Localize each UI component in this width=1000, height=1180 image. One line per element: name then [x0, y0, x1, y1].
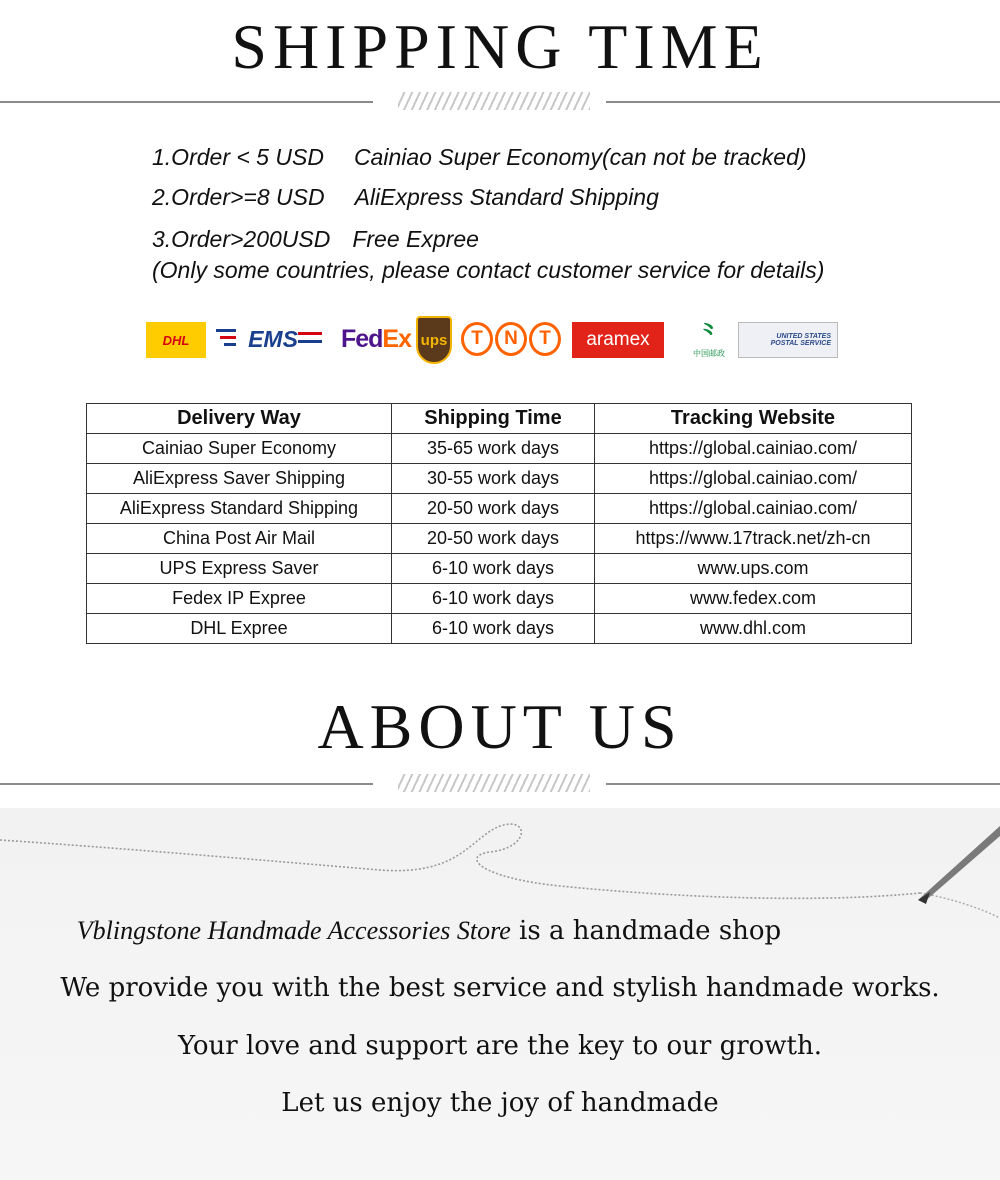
about-line-1 [0, 916, 1000, 946]
shipping-table [86, 403, 912, 644]
about-line-2: We provide you with the best service and stylish handmade works. [60, 973, 940, 1003]
table-cell: China Post Air Mail [87, 524, 392, 554]
store-name: Vblingstone Handmade Accessories Store [76, 916, 511, 945]
shipping-note: (Only some countries, please contact customer service for details) [152, 257, 825, 283]
about-panel [0, 808, 1000, 1180]
about-title: ABOUT US [317, 691, 683, 762]
aramex-logo: aramex [572, 322, 664, 358]
shipping-divider [0, 92, 1000, 112]
table-cell: www.dhl.com [595, 614, 912, 644]
rule-condition: 2.Order>=8 USD [152, 184, 325, 210]
column-header: Shipping Time [392, 404, 595, 434]
table-row [87, 464, 912, 494]
about-line-1-rest: is a handmade shop [510, 916, 782, 946]
shipping-title: SHIPPING TIME [231, 11, 769, 82]
fedex-logo: Fed Ex [340, 324, 412, 353]
table-row [87, 494, 912, 524]
table-cell: https://global.cainiao.com/ [595, 494, 912, 524]
table-cell: Cainiao Super Economy [87, 434, 392, 464]
table-cell: https://global.cainiao.com/ [595, 434, 912, 464]
rule-condition: 1.Order < 5 USD [152, 144, 324, 170]
carrier-logos [144, 316, 844, 366]
ems-logo: EMS [216, 324, 322, 354]
table-row [87, 524, 912, 554]
usps-logo: UNITED STATES POSTAL SERVICE [738, 322, 838, 358]
about-divider [0, 774, 1000, 794]
china-post-logo: ⺀ 中国邮政 [693, 320, 725, 358]
table-cell: 6-10 work days [392, 554, 595, 584]
column-header: Tracking Website [595, 404, 912, 434]
column-header: Delivery Way [87, 404, 392, 434]
shipping-rule-1 [152, 144, 807, 171]
table-row [87, 434, 912, 464]
rule-method: Free Expree [352, 226, 479, 252]
shipping-rule-2 [152, 184, 659, 211]
table-cell: 6-10 work days [392, 614, 595, 644]
table-header-row [87, 404, 912, 434]
table-cell: UPS Express Saver [87, 554, 392, 584]
rule-method: AliExpress Standard Shipping [354, 184, 659, 210]
table-cell: DHL Expree [87, 614, 392, 644]
table-cell: www.fedex.com [595, 584, 912, 614]
table-cell: Fedex IP Expree [87, 584, 392, 614]
about-line-3: Your love and support are the key to our growth. [177, 1031, 823, 1061]
rule-condition: 3.Order>200USD [152, 226, 331, 252]
table-row [87, 554, 912, 584]
table-cell: https://global.cainiao.com/ [595, 464, 912, 494]
dhl-logo: DHL [146, 322, 206, 358]
table-row [87, 584, 912, 614]
table-cell: https://www.17track.net/zh-cn [595, 524, 912, 554]
table-cell: 30-55 work days [392, 464, 595, 494]
about-line-4: Let us enjoy the joy of handmade [281, 1088, 719, 1118]
table-cell: 20-50 work days [392, 494, 595, 524]
table-cell: AliExpress Saver Shipping [87, 464, 392, 494]
rule-method: Cainiao Super Economy(can not be tracked) [353, 144, 807, 170]
table-row [87, 614, 912, 644]
ups-logo: ups [416, 316, 452, 364]
table-cell: 35-65 work days [392, 434, 595, 464]
table-cell: 6-10 work days [392, 584, 595, 614]
table-cell: AliExpress Standard Shipping [87, 494, 392, 524]
table-cell: www.ups.com [595, 554, 912, 584]
shipping-rule-3 [152, 226, 479, 253]
table-cell: 20-50 work days [392, 524, 595, 554]
tnt-logo: T N T [460, 320, 562, 358]
